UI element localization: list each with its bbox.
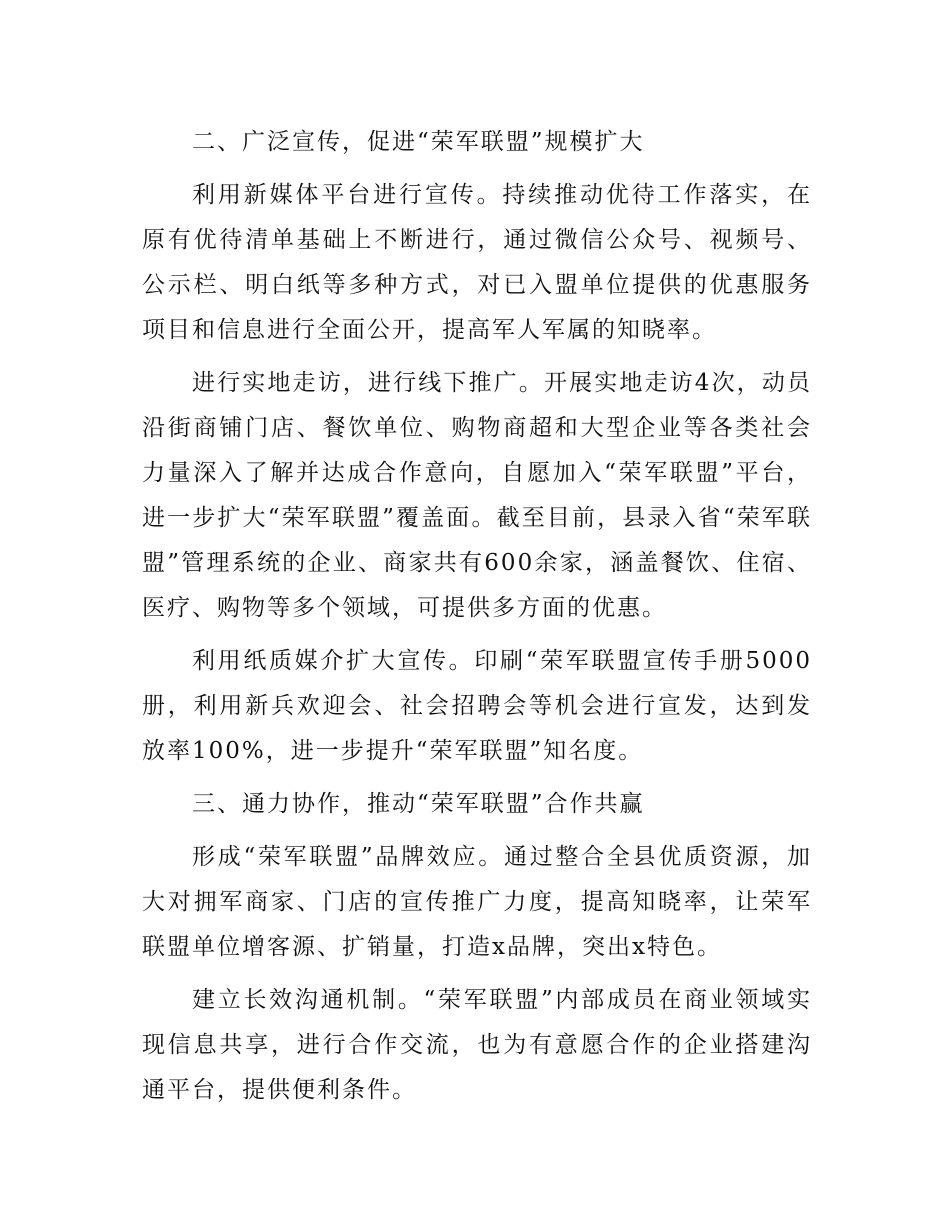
section-heading-3: 三、通力协作，推动“荣军联盟”合作共赢: [192, 791, 645, 817]
paragraph-communication-mechanism: 建立长效沟通机制。“荣军联盟”内部成员在商业领域实现信息共享，进行合作交流，也为有意愿合作的企业搭建沟通平台，提供便利条件。: [142, 987, 812, 1103]
paragraph-brand-effect: 形成“荣军联盟”品牌效应。通过整合全县优质资源，加大对拥军商家、门店的宣传推广力度，提高知晓率，让荣军联盟单位增客源、扩销量，打造x品牌，突出x特色。: [142, 844, 812, 960]
section-heading-2: 二、广泛宣传，促进“荣军联盟”规模扩大: [192, 129, 645, 155]
paragraph-new-media: 利用新媒体平台进行宣传。持续推动优待工作落实，在原有优待清单基础上不断进行，通过微信公众号、视频号、公示栏、明白纸等多种方式，对已入盟单位提供的优惠服务项目和信息进行全面公开，提高军人军属的知晓率。: [142, 182, 812, 343]
paragraph-field-visits: 进行实地走访，进行线下推广。开展实地走访4次，动员沿街商铺门店、餐饮单位、购物商超和大型企业等各类社会力量深入了解并达成合作意向，自愿加入“荣军联盟”平台，进一步扩大“荣军联盟”覆盖面。截至目前，县录入省“荣军联盟”管理系统的企业、商家共有600余家，涵盖餐饮、住宿、医疗、购物等多个领域，可提供多方面的优惠。: [142, 370, 812, 621]
paragraph-print-media: 利用纸质媒介扩大宣传。印刷“荣军联盟宣传手册5000册，利用新兵欢迎会、社会招聘会等机会进行宣发，达到发放率100%，进一步提升“荣军联盟”知名度。: [142, 648, 812, 764]
document-body: [142, 120, 812, 1121]
